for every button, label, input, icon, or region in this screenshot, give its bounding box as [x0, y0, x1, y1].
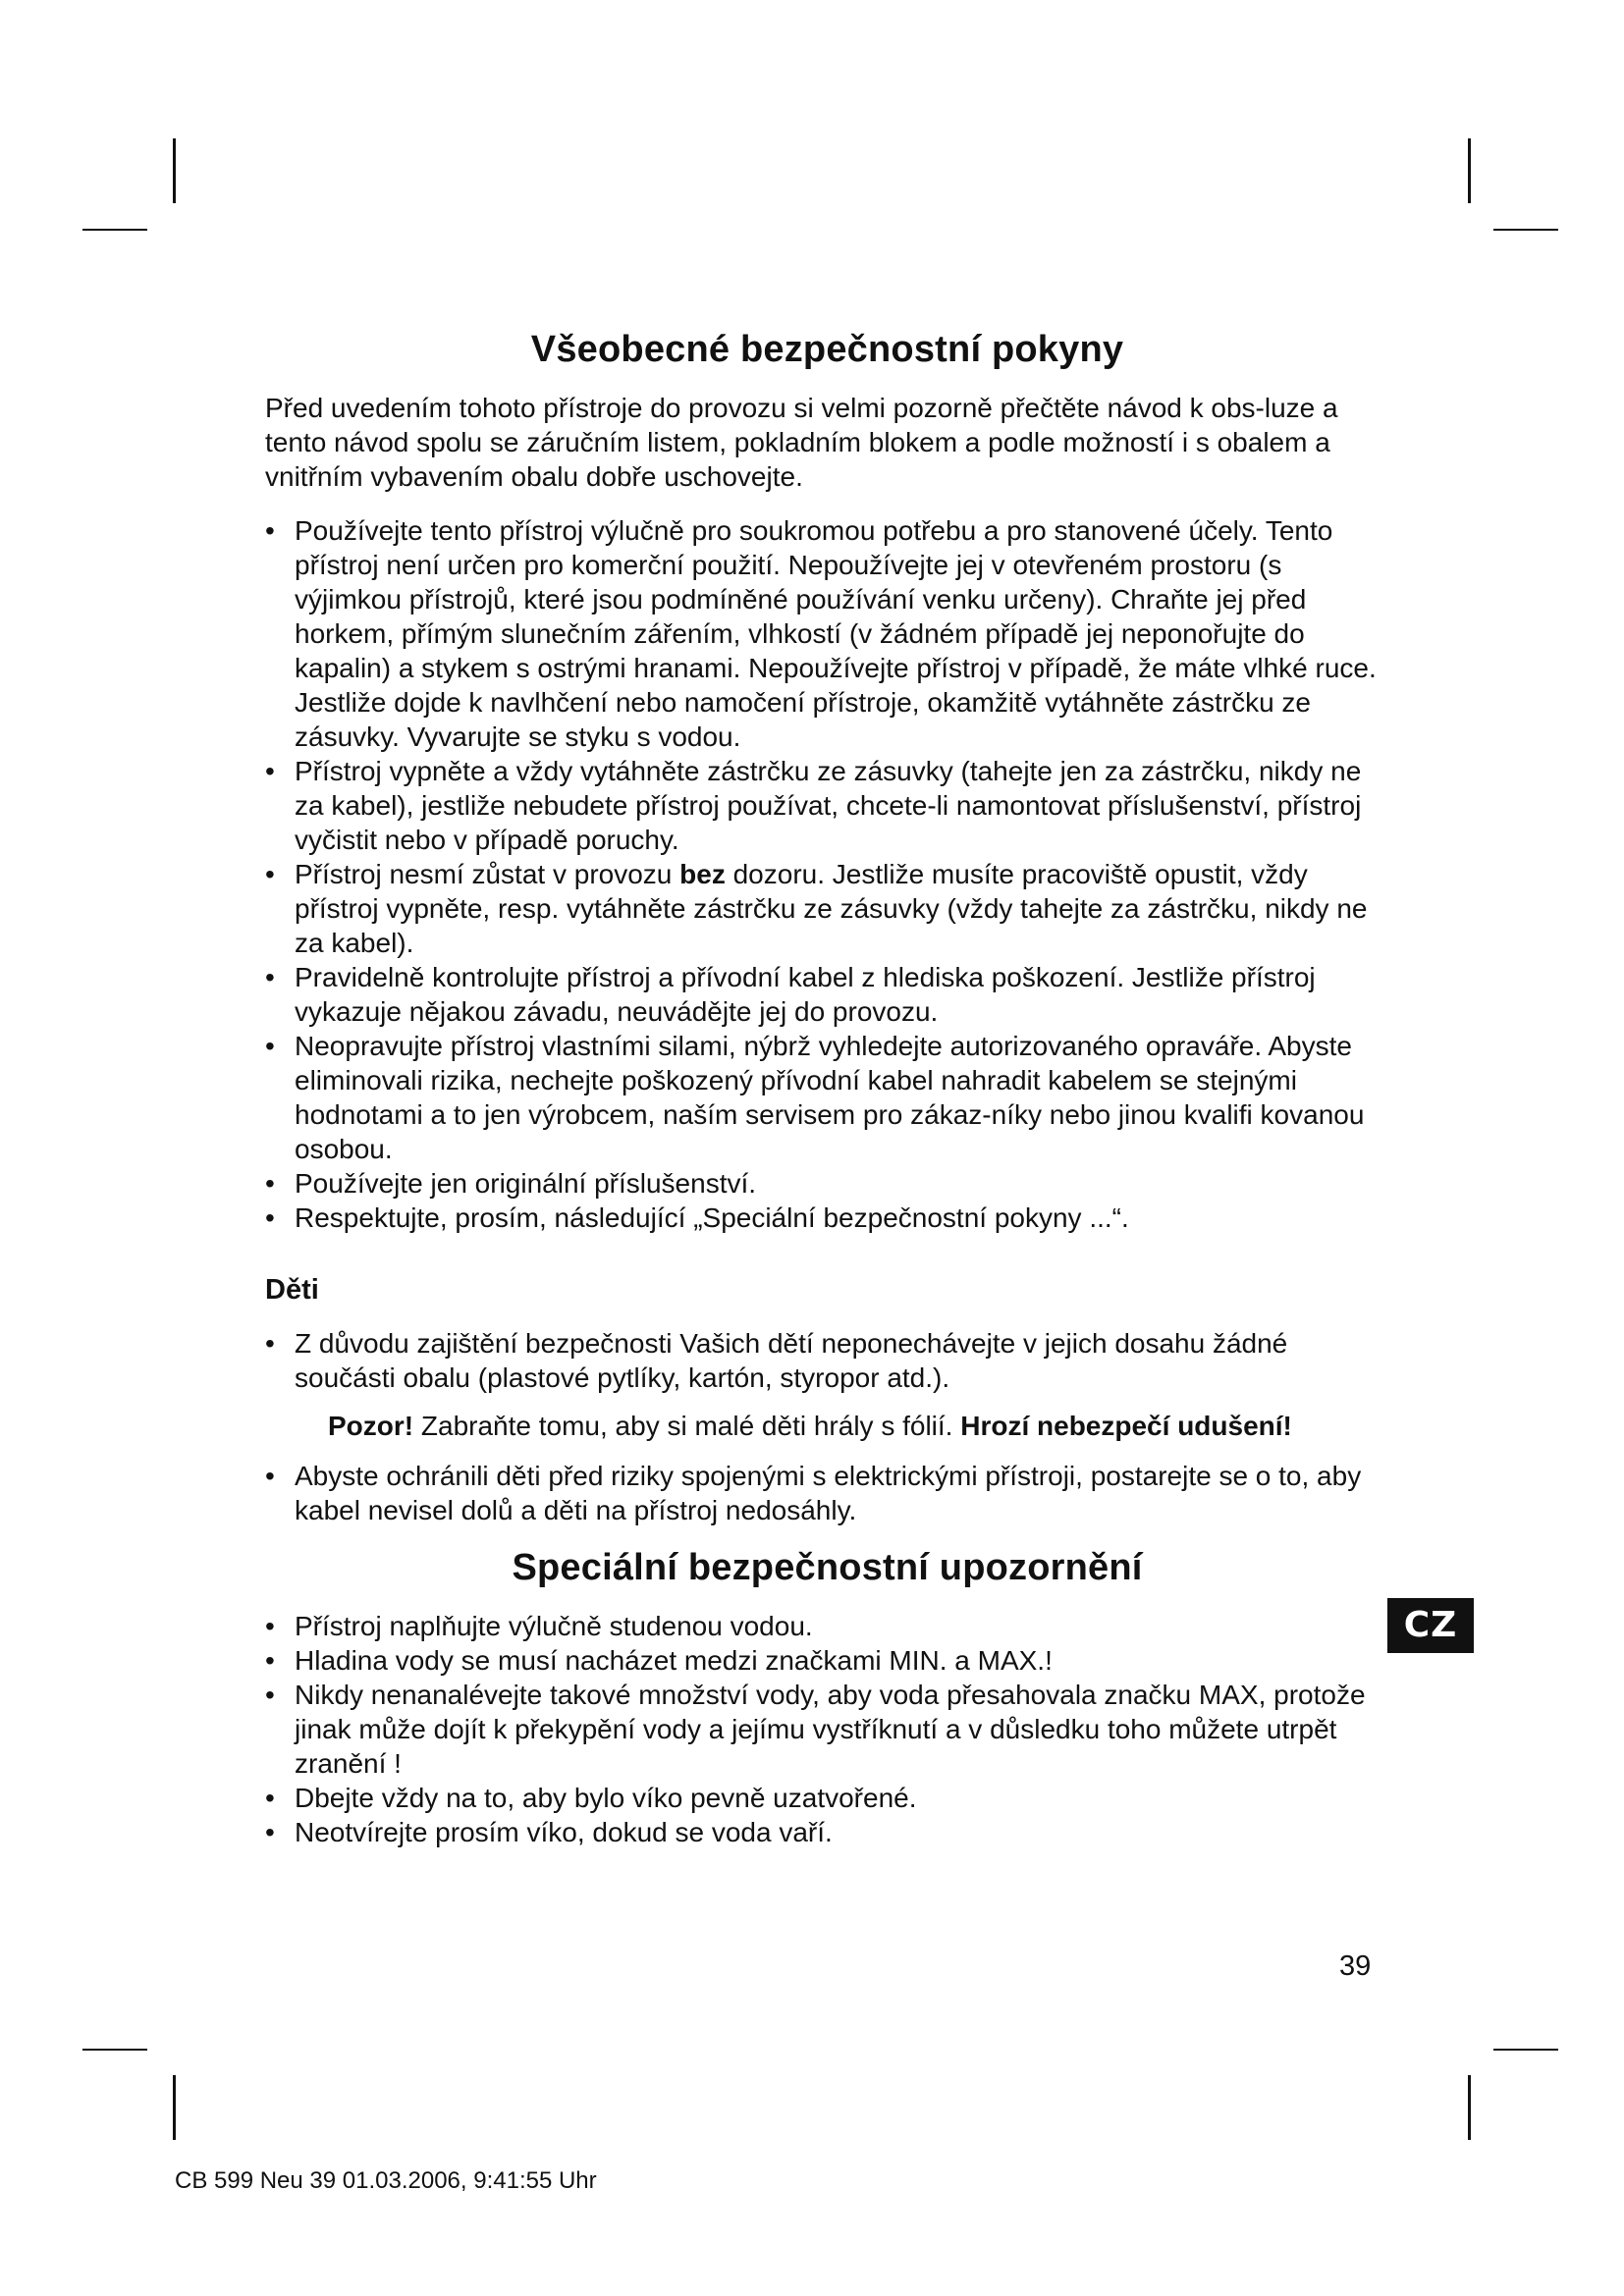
page-title: Všeobecné bezpečnostní pokyny: [530, 329, 1124, 370]
bullet: •: [265, 859, 275, 889]
bullet: •: [265, 1202, 275, 1233]
bullet: •: [265, 1611, 275, 1641]
list-item: • Přístroj naplňujte výlučně studenou vodou.: [265, 1611, 813, 1641]
bullet: •: [265, 1328, 275, 1359]
bullet: •: [265, 1031, 275, 1061]
list-item: • Používejte jen originální příslušenství.: [265, 1168, 757, 1199]
list-item: • Z důvodu zajištění bezpečnosti Vašich dětí neponechávejte v jejich dosahu žádné součásti obalu (plastové pytlíky, kartón, styropor atd.).: [265, 1328, 1288, 1393]
list-item: • Neopravujte přístroj vlastními silami, nýbrž vyhledejte autorizovaného opraváře. Abyste eliminovali rizika, nechejte poškozený přívodní kabel nahradit kabelem se stejnými hodnotami a to jen výrobcem, naším servisem pro zákaz-níky nebo jinou kvalifi kovanou osobou.: [265, 1031, 1365, 1164]
general-safety-list: [265, 513, 1389, 1235]
special-section-title: Speciální bezpečnostní upozornění: [512, 1547, 1143, 1588]
crop-mark: [1468, 138, 1471, 203]
list-item: • Přístroj nesmí zůstat v provozu bez dozoru. Jestliže musíte pracoviště opustit, vždy přístroj vypněte, resp. vytáhněte zástrčku ze zásuvky (vždy tahejte za zástrčku, nikdy ne za kabel).: [265, 859, 1368, 958]
crop-mark: [1468, 2075, 1471, 2140]
bullet: •: [265, 1645, 275, 1676]
special-safety-list: [265, 1609, 1389, 1849]
crop-mark: [173, 2075, 176, 2140]
page-content: [265, 329, 1389, 1849]
bullet: •: [265, 756, 275, 786]
list-item: • Respektujte, prosím, následující „Speciální bezpečnostní pokyny ...“.: [265, 1202, 1129, 1233]
warning-label: Pozor!: [328, 1411, 414, 1441]
bullet: •: [265, 1680, 275, 1710]
list-item: • Abyste ochránili děti před riziky spojenými s elektrickými přístroji, postarejte se o to, aby kabel nevisel dolů a děti na přístroj nedosáhly.: [265, 1461, 1362, 1525]
crop-mark: [1493, 229, 1558, 231]
list-item: • Neotvírejte prosím víko, dokud se voda vaří.: [265, 1817, 833, 1847]
intro-paragraph: Před uvedením tohoto přístroje do provozu si velmi pozorně přečtěte návod k obs-luze a tento návod spolu se záručním listem, pokladním blokem a podle možností i s obalem a vnitřním vybavením obalu dobře uschovejte.: [265, 393, 1338, 492]
crop-mark: [82, 2049, 147, 2051]
page-number: 39: [1339, 1950, 1372, 1982]
crop-mark: [173, 138, 176, 203]
bullet: •: [265, 962, 275, 992]
children-heading: Děti: [265, 1274, 319, 1306]
children-list: [265, 1326, 1389, 1395]
bullet: •: [265, 1783, 275, 1813]
children-list-2: [265, 1459, 1389, 1527]
warning-bold: Hrozí nebezpečí udušení!: [960, 1411, 1292, 1441]
bullet: •: [265, 1461, 275, 1491]
list-item: • Nikdy nenanalévejte takové množství vody, aby voda přesahovala značku MAX, protože jinak může dojít k překypění vody a jejímu vystříknutí a v důsledku toho můžete utrpět zranění !: [265, 1680, 1366, 1779]
language-badge: CZ: [1387, 1598, 1474, 1653]
bullet: •: [265, 515, 275, 546]
choking-warning: Pozor! Zabraňte tomu, aby si malé děti hrály s fólií. Hrozí nebezpečí udušení!: [328, 1411, 1292, 1441]
list-item: • Hladina vody se musí nacházet medzi značkami MIN. a MAX.!: [265, 1645, 1053, 1676]
bullet: •: [265, 1168, 275, 1199]
crop-mark: [1493, 2049, 1558, 2051]
list-item: • Používejte tento přístroj výlučně pro soukromou potřebu a pro stanovené účely. Tento přístroj není určen pro komerční použití. Nepoužívejte jej v otevřeném prostoru (s výjimkou přístrojů, které jsou podmíněné používání venku určeny). Chraňte jej před horkem, přímým slunečním zářením, vlhkostí (v žádném případě jej neponořujte do kapalin) a stykem s ostrými hranami. Nepoužívejte přístroj v případě, že máte vlhké ruce. Jestliže dojde k navlhčení nebo namočení přístroje, okamžitě vytáhněte zástrčku ze zásuvky. Vyvarujte se styku s vodou.: [265, 515, 1377, 752]
list-item: • Dbejte vždy na to, aby bylo víko pevně uzatvořené.: [265, 1783, 917, 1813]
list-item: • Pravidelně kontrolujte přístroj a přívodní kabel z hlediska poškození. Jestliže přístroj vykazuje nějakou závadu, neuvádějte jej do provozu.: [265, 962, 1316, 1027]
bullet: •: [265, 1817, 275, 1847]
print-footer: CB 599 Neu 39 01.03.2006, 9:41:55 Uhr: [175, 2167, 597, 2194]
list-item: • Přístroj vypněte a vždy vytáhněte zástrčku ze zásuvky (tahejte jen za zástrčku, nikdy ne za kabel), jestliže nebudete přístroj používat, chcete-li namontovat příslušenství, přístroj vyčistit nebo v případě poruchy.: [265, 756, 1362, 855]
crop-mark: [82, 229, 147, 231]
emphasis-bez: bez: [679, 859, 726, 889]
